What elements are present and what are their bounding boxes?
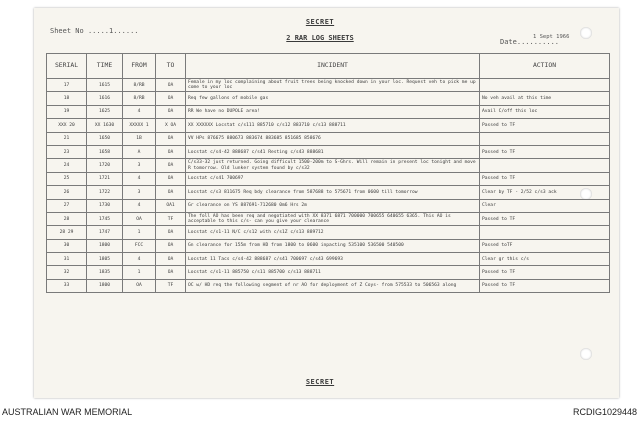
cell-time: XX 1630 <box>87 119 123 132</box>
cell-to: X OA <box>156 119 186 132</box>
cell-from: 4 <box>123 105 156 118</box>
cell-to: OA1 <box>156 199 186 212</box>
cell-serial: 30 <box>47 239 87 252</box>
cell-serial: 23 <box>47 145 87 158</box>
cell-incident: XX XXXXXX Locstat c/s111 885710 c/s12 883710 c/s13 888711 <box>186 119 480 132</box>
cell-incident: VV HPs 876675 880673 883674 883685 851685 858676 <box>186 132 480 145</box>
cell-incident: The foll AO has been req and negotiated with XX 8371 6871 700000 700655 640655 6365. This AO is acceptable to this c/s- can you give your clearance <box>186 212 480 225</box>
table-row <box>47 132 610 145</box>
col-serial: SERIAL <box>47 54 87 79</box>
page-title: 2 RAR LOG SHEETS <box>286 34 354 42</box>
table-row <box>47 159 610 172</box>
cell-to: OA <box>156 145 186 158</box>
cell-time: 1805 <box>87 253 123 266</box>
table-row <box>47 172 610 185</box>
cell-from: FCC <box>123 239 156 252</box>
cell-incident: OC w/ HD req the following segment of nr AO for deployment of Z Coys- from 575533 to 506563 along <box>186 279 480 292</box>
table-row <box>47 279 610 292</box>
cell-time: 1747 <box>87 226 123 239</box>
cell-action: Passed to TF <box>480 279 610 292</box>
table-header-row <box>47 54 610 79</box>
cell-action: Passed to TF <box>480 172 610 185</box>
cell-to: OA <box>156 266 186 279</box>
cell-time: 1730 <box>87 199 123 212</box>
cell-action: Passed toTF <box>480 239 610 252</box>
cell-incident: C/s33-32 just returned. Going difficult 1500-200m to S-Ghrs. Will remain in present loc tonight and move R tomorrow. Old lunker system found by c/s32 <box>186 159 480 172</box>
cell-action: Clear <box>480 199 610 212</box>
cell-serial: 32 <box>47 266 87 279</box>
cell-serial: 21 <box>47 132 87 145</box>
cell-from: 3 <box>123 159 156 172</box>
cell-action: Passed to TF <box>480 145 610 158</box>
cell-action: Clear by TF - 2/52 c/s3 ack <box>480 186 610 199</box>
table-row <box>47 105 610 118</box>
date-label: Date <box>500 38 517 46</box>
date-value: 1 Sept 1966 <box>533 34 570 40</box>
cell-from: 8/RB <box>123 79 156 92</box>
table-row <box>47 253 610 266</box>
cell-serial: 28 29 <box>47 226 87 239</box>
cell-from: XXXXX 1 <box>123 119 156 132</box>
cell-incident: Female in my loc complaining about fruit trees being knocked down in your loc. Request veh to pick me up come to your loc <box>186 79 480 92</box>
cell-time: 1625 <box>87 105 123 118</box>
cell-serial: 17 <box>47 79 87 92</box>
punch-hole-bottom <box>580 348 592 360</box>
cell-from: 1B <box>123 132 156 145</box>
cell-action <box>480 132 610 145</box>
secret-header: SECRET <box>305 18 335 26</box>
cell-to: TF <box>156 212 186 225</box>
cell-time: 1800 <box>87 279 123 292</box>
cell-serial: XXX 20 <box>47 119 87 132</box>
cell-time: 1720 <box>87 159 123 172</box>
cell-time: 1722 <box>87 186 123 199</box>
col-time: TIME <box>87 54 123 79</box>
cell-from: 4 <box>123 253 156 266</box>
cell-to: OA <box>156 226 186 239</box>
table-row <box>47 199 610 212</box>
sheet-label: Sheet No <box>50 27 84 35</box>
cell-to: OA <box>156 79 186 92</box>
cell-to: OA <box>156 253 186 266</box>
cell-action <box>480 79 610 92</box>
cell-incident: Locstat c/s1-11 N/C c/s12 with c/s1Z c/s13 889712 <box>186 226 480 239</box>
cell-action <box>480 226 610 239</box>
cell-from: 4 <box>123 172 156 185</box>
cell-time: 1800 <box>87 239 123 252</box>
cell-to: OA <box>156 132 186 145</box>
col-from: FROM <box>123 54 156 79</box>
cell-to: OA <box>156 186 186 199</box>
cell-time: 1650 <box>87 132 123 145</box>
cell-to: OA <box>156 105 186 118</box>
archive-reference: RCDIG1029448 <box>572 407 637 417</box>
cell-from: 1 <box>123 266 156 279</box>
cell-time: 1615 <box>87 79 123 92</box>
table-row <box>47 226 610 239</box>
cell-from: 8/RB <box>123 92 156 105</box>
cell-serial: 24 <box>47 159 87 172</box>
cell-incident: Locstat c/s3 811675 Req bdy clearance from 587688 to 575671 from 0600 till tomorrow <box>186 186 480 199</box>
cell-to: TF <box>156 279 186 292</box>
col-action: ACTION <box>480 54 610 79</box>
cell-action: Avail C/off this loc <box>480 105 610 118</box>
cell-action: Passed to TF <box>480 266 610 279</box>
sheet-value: .....1...... <box>87 27 139 35</box>
secret-footer: SECRET <box>305 378 335 386</box>
table-row <box>47 79 610 92</box>
cell-time: 1721 <box>87 172 123 185</box>
cell-from: A <box>123 145 156 158</box>
cell-serial: 25 <box>47 172 87 185</box>
cell-from: 1 <box>123 226 156 239</box>
cell-action <box>480 159 610 172</box>
cell-incident: Locstat c/s1-11 885750 c/s11 885700 c/s13 888711 <box>186 266 480 279</box>
table-row <box>47 266 610 279</box>
cell-to: OA <box>156 172 186 185</box>
cell-serial: 19 <box>47 105 87 118</box>
cell-from: 4 <box>123 199 156 212</box>
table-row <box>47 239 610 252</box>
cell-serial: 27 <box>47 199 87 212</box>
cell-time: 1745 <box>87 212 123 225</box>
cell-incident: Req few gallons of mobile gas <box>186 92 480 105</box>
table-row <box>47 145 610 158</box>
cell-action: Passed to TF <box>480 119 610 132</box>
cell-incident: Locstat c/s41 700697 <box>186 172 480 185</box>
cell-serial: 28 <box>47 212 87 225</box>
date-field: Date.......... <box>500 38 560 46</box>
cell-from: OA <box>123 279 156 292</box>
cell-incident: RR We have no DUPOLE area! <box>186 105 480 118</box>
cell-serial: 26 <box>47 186 87 199</box>
cell-incident: Gn clearance for 155m from HD from 1800 to 0600 inpacting 535100 536500 540500 <box>186 239 480 252</box>
archive-credit: AUSTRALIAN WAR MEMORIAL <box>2 407 133 417</box>
cell-action: Clear gr this c/s <box>480 253 610 266</box>
cell-from: OA <box>123 212 156 225</box>
cell-time: 1835 <box>87 266 123 279</box>
cell-to: OA <box>156 239 186 252</box>
cell-serial: 33 <box>47 279 87 292</box>
table-row <box>47 212 610 225</box>
col-incident: INCIDENT <box>186 54 480 79</box>
cell-to: OA <box>156 92 186 105</box>
cell-serial: 31 <box>47 253 87 266</box>
log-table <box>46 53 610 293</box>
table-row <box>47 92 610 105</box>
cell-to: OA <box>156 159 186 172</box>
cell-incident: Locstat 11 Tacs c/s4-42 888687 c/s41 700697 c/s43 699693 <box>186 253 480 266</box>
cell-serial: 18 <box>47 92 87 105</box>
cell-action: Passed to TF <box>480 212 610 225</box>
col-to: TO <box>156 54 186 79</box>
cell-action: No veh avail at this time <box>480 92 610 105</box>
cell-incident: Gr clearance on YS 887691-712680 0m6 Hrs 2m <box>186 199 480 212</box>
cell-incident: Locstat c/s4-42 888687 c/s41 Resting c/s43 888681 <box>186 145 480 158</box>
cell-time: 1658 <box>87 145 123 158</box>
table-row <box>47 119 610 132</box>
table-row <box>47 186 610 199</box>
cell-from: 3 <box>123 186 156 199</box>
cell-time: 1616 <box>87 92 123 105</box>
